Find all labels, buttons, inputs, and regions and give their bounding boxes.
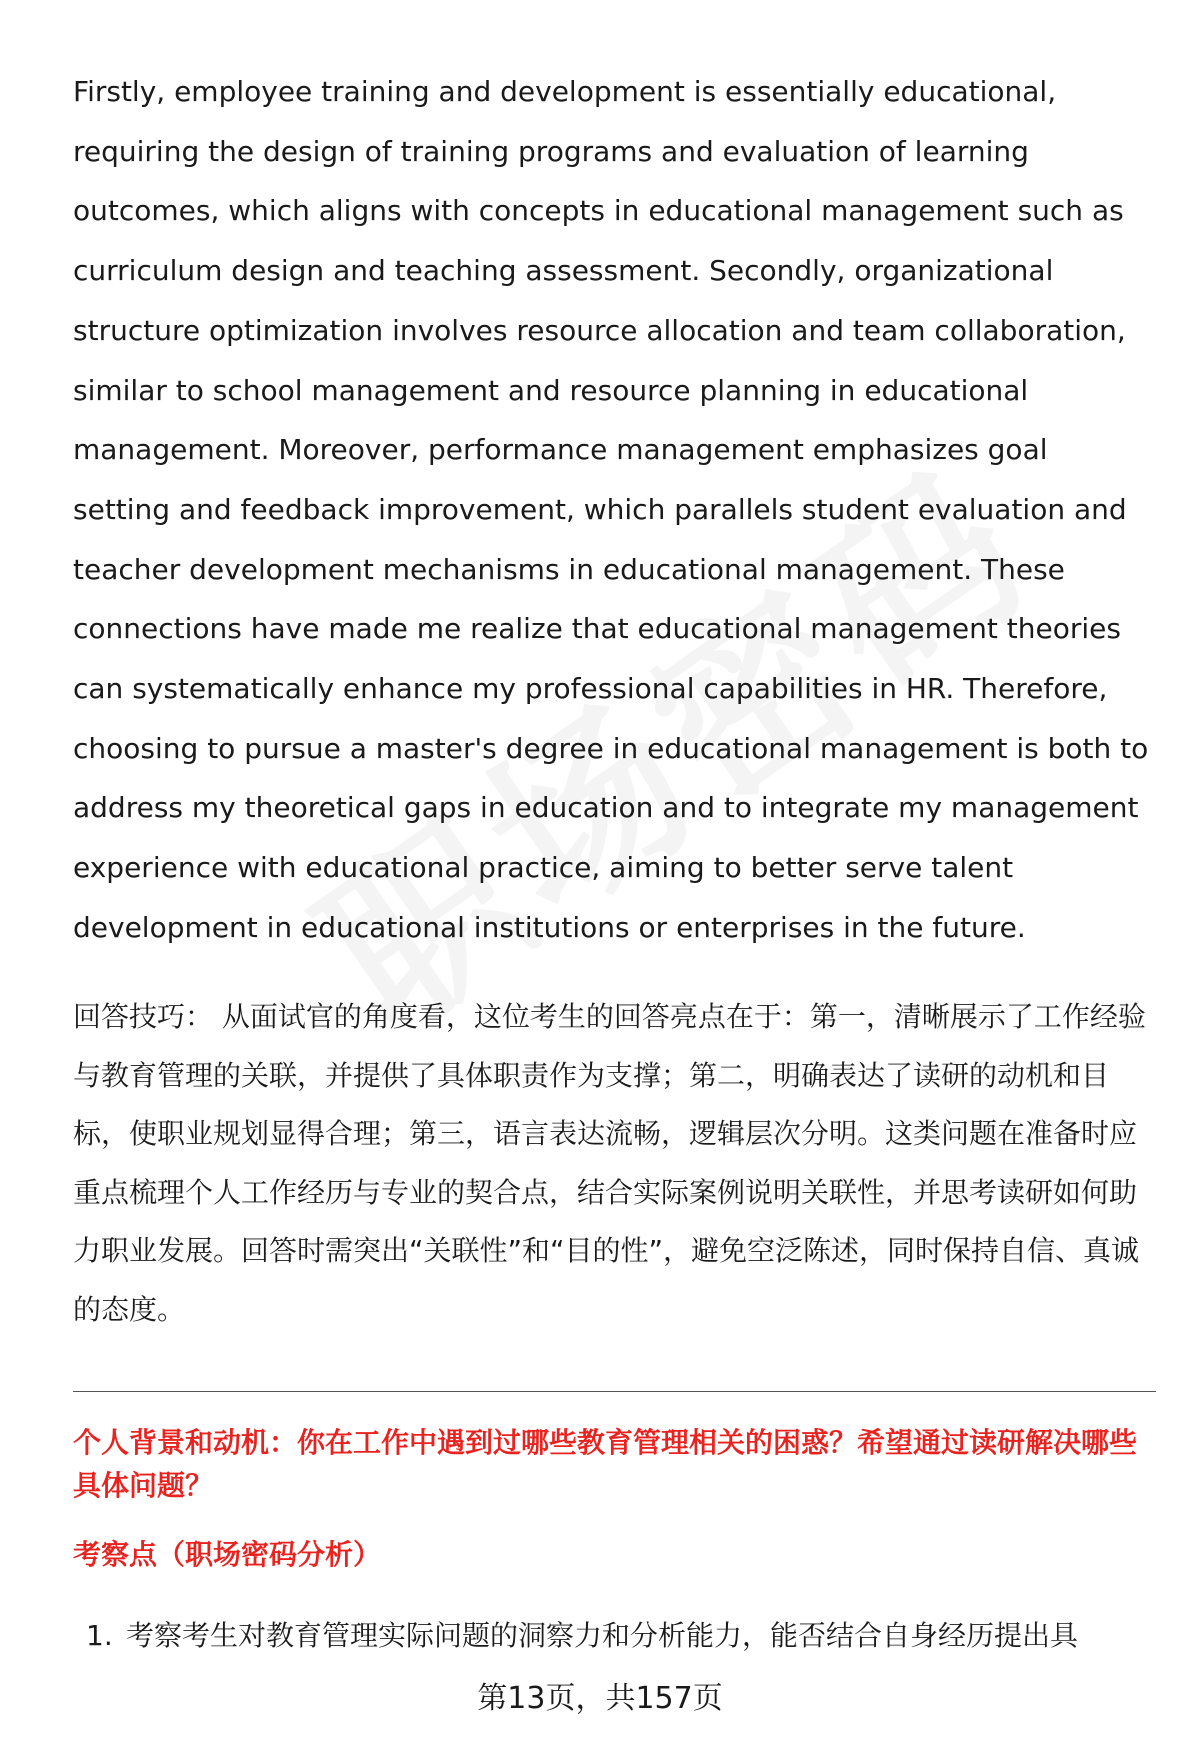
section-divider (73, 1391, 1156, 1392)
section-title: 考察点（职场密码分析） (73, 1538, 382, 1571)
page-number-footer: 第13页，共157页 (477, 1681, 723, 1716)
english-paragraph: Firstly, employee training and development is essentially educational, requiring the design of training programs and evaluation of learning outcomes, which aligns with concepts in educational management such as curriculum design and teaching assessment. Secondly, organizational structure optimization involves resource allocation and team collaboration, similar to school management and resource planning in educational management. Moreover, performance management emphasizes goal setting and feedback improvement, which parallels student evaluation and teacher development mechanisms in educational management. These connections have made me realize that educational management theories can systematically enhance my professional capabilities in HR. Therefore, choosing to pursue a master's degree in educational management is both to address my theoretical gaps in education and to integrate my management experience with educational practice, aiming to better serve talent development in educational institutions or enterprises in the future. (73, 75, 1149, 944)
question-heading: 个人背景和动机：你在工作中遇到过哪些教育管理相关的困惑？希望通过读研解决哪些具体问题？ (73, 1426, 1138, 1502)
list-item-number: 1. (86, 1619, 113, 1652)
answer-tips-paragraph: 回答技巧： 从面试官的角度看，这位考生的回答亮点在于：第一，清晰展示了工作经验与教育管理的关联，并提供了具体职责作为支撑；第二，明确表达了读研的动机和目标，使职业规划显得合理；第三，语言表达流畅，逻辑层次分明。这类问题在准备时应重点梳理个人工作经历与专业的契合点，结合实际案例说明关联性，并思考读研如何助力职业发展。回答时需突出“关联性”和“目的性”，避免空泛陈述，同时保持自信、真诚的态度。 (73, 1000, 1146, 1326)
list-item-text: 考察考生对教育管理实际问题的洞察力和分析能力，能否结合自身经历提出具 (126, 1619, 1079, 1652)
list-item (86, 1616, 1166, 1656)
